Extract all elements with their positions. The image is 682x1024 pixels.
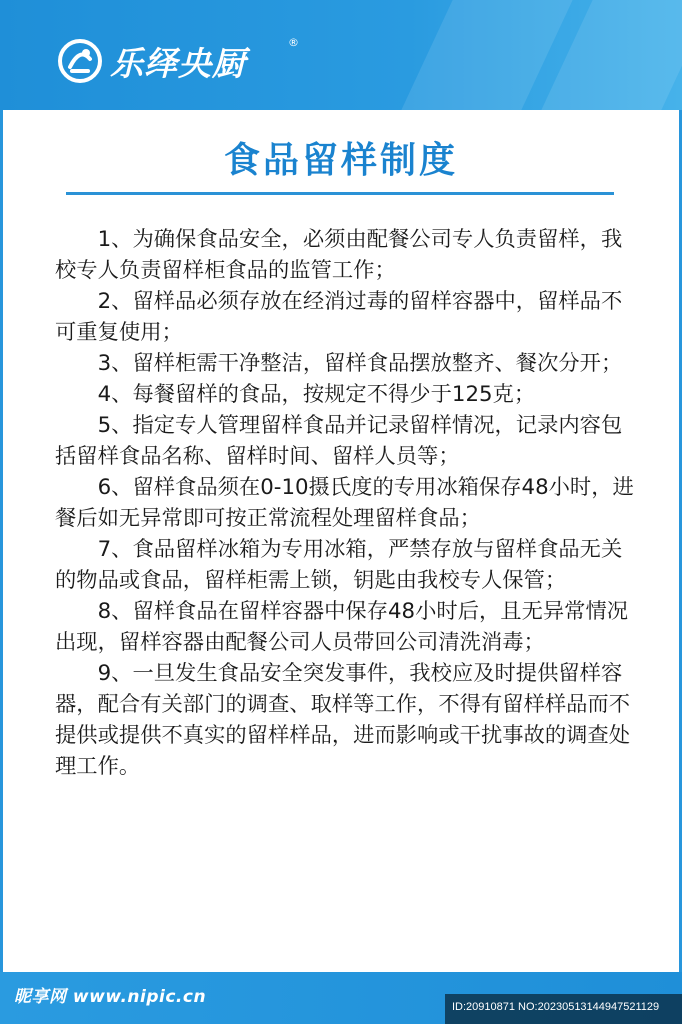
rule-item: 7、食品留样冰箱为专用冰箱，严禁存放与留样食品无关的物品或食品，留样柜需上锁，钥匙由我校专人保管； — [55, 537, 623, 593]
page-title: 食品留样制度 — [223, 140, 458, 181]
rules-list — [55, 224, 635, 782]
rule-item: 4、每餐留样的食品，按规定不得少于125克； — [97, 382, 536, 407]
brand-name: 乐绎央厨 — [110, 43, 246, 83]
title-divider — [66, 192, 614, 195]
registered-mark: ® — [288, 36, 299, 49]
brand-logo — [56, 36, 246, 86]
rule-item: 1、为确保食品安全，必须由配餐公司专人负责留样，我校专人负责留样柜食品的监管工作； — [55, 227, 623, 283]
frame-border-left — [0, 110, 3, 972]
watermark-id: ID:20910871 NO:20230513144947521129 — [452, 1001, 660, 1013]
rule-item: 8、留样食品在留样容器中保存48小时后，且无异常情况出现，留样容器由配餐公司人员带回公司清洗消毒； — [55, 599, 629, 655]
chef-logo-icon — [56, 37, 104, 85]
watermark-site: 昵享网 www.nipic.cn — [14, 987, 207, 1007]
rule-item: 3、留样柜需干净整洁，留样食品摆放整齐、餐次分开； — [97, 351, 623, 376]
rule-item: 9、一旦发生食品安全突发事件，我校应及时提供留样容器，配合有关部门的调查、取样等工作，不得有留样样品而不提供或提供不真实的留样样品，进而影响或干扰事故的调查处理工作。 — [55, 661, 631, 779]
rule-item: 5、指定专人管理留样食品并记录留样情况，记录内容包括留样食品名称、留样时间、留样人员等； — [55, 413, 623, 469]
rule-item: 6、留样食品须在0-10摄氏度的专用冰箱保存48小时，进餐后如无异常即可按正常流程处理留样食品； — [55, 475, 634, 531]
rule-item: 2、留样品必须存放在经消过毒的留样容器中，留样品不可重复使用； — [55, 289, 623, 345]
